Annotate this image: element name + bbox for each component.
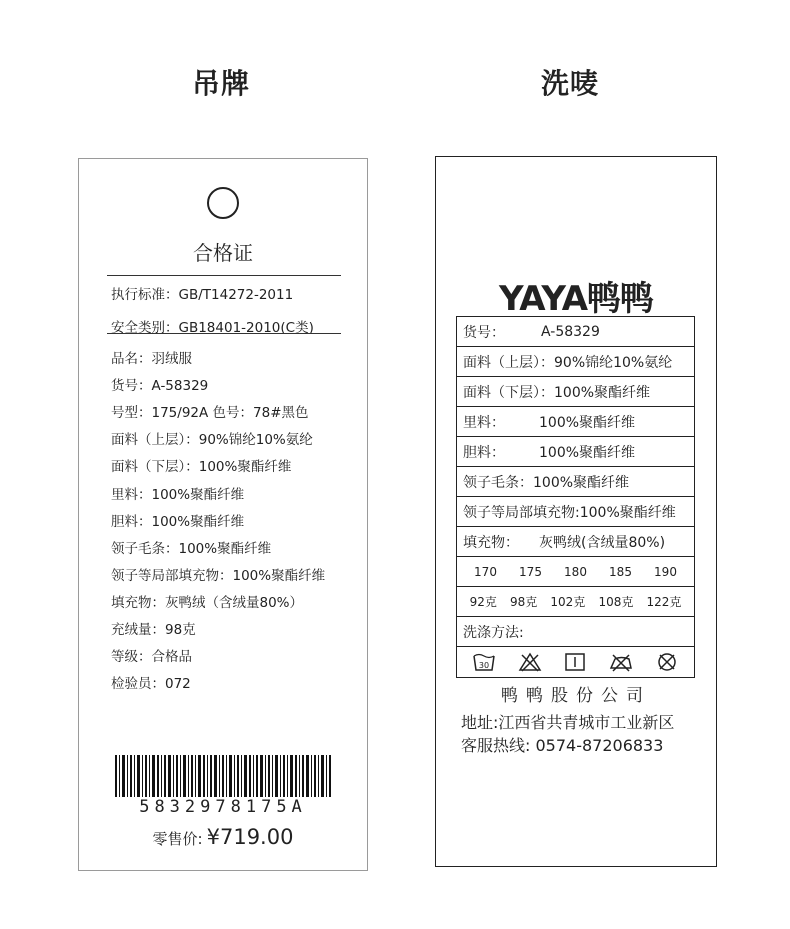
size-cell: 175: [519, 564, 542, 579]
weight-cell: 92克: [469, 595, 497, 609]
divider: [107, 333, 341, 334]
no-dryclean-icon: [655, 651, 679, 673]
row-value: 100%聚酯纤维: [579, 504, 676, 521]
weight-cell: 98克: [509, 595, 538, 609]
hangtag-section-title: 吊牌: [192, 67, 251, 100]
price-label: 零售价:: [152, 830, 203, 848]
care-method-label: 洗涤方法:: [463, 624, 524, 641]
no-iron-icon: [609, 651, 633, 673]
row-label: 领子等局部填充物:: [463, 504, 580, 521]
certificate-heading: 合格证: [193, 241, 253, 265]
size-cell: 190: [654, 564, 677, 579]
row-label: 领子毛条：: [463, 474, 533, 491]
divider: [107, 275, 341, 276]
table-row: [457, 317, 694, 347]
no-bleach-icon: [518, 651, 542, 673]
row-label: 面料（下层）：: [463, 384, 554, 401]
wash-30-icon: [472, 651, 496, 673]
care-icons-row: [457, 647, 694, 678]
info-row: 胆料：100%聚酯纤维: [111, 514, 245, 530]
weight-row: [457, 587, 694, 617]
hang-tag-card: [78, 158, 368, 871]
barcode-number: 5832978175A: [139, 797, 307, 817]
row-label: 货号：: [463, 324, 505, 341]
info-row: 面料（下层）：100%聚酯纤维: [111, 459, 292, 475]
size-cell: 185: [609, 564, 632, 579]
row-value: 100%聚酯纤维: [554, 384, 651, 401]
row-value: 100%聚酯纤维: [539, 414, 636, 431]
info-row: 检验员：072: [111, 676, 191, 692]
composition-table: [456, 316, 695, 678]
hotline-text: 客服热线: 0574-87206833: [461, 736, 664, 755]
safety-category-text: 安全类别：GB18401-2010(C类): [111, 320, 314, 336]
info-row: 面料（上层）：90%锦纶10%氨纶: [111, 432, 313, 448]
tumble-dry-flat-icon: [563, 651, 587, 673]
info-row: 等级：合格品: [111, 649, 192, 665]
table-row: [457, 497, 694, 527]
table-row: [457, 437, 694, 467]
info-row: 领子等局部填充物：100%聚酯纤维: [111, 568, 326, 584]
row-value: 100%聚酯纤维: [533, 474, 630, 491]
size-row: [457, 557, 694, 587]
table-row: [457, 377, 694, 407]
washlabel-section-title: 洗唛: [541, 67, 600, 100]
row-label: 里料：: [463, 414, 505, 431]
size-cell: 180: [564, 564, 587, 579]
info-row: 领子毛条：100%聚酯纤维: [111, 541, 272, 557]
table-row: [457, 347, 694, 377]
info-row: 货号：A-58329: [111, 378, 209, 394]
weight-cell: 122克: [646, 595, 682, 609]
retail-price: [79, 825, 367, 849]
info-row: 号型：175/92A 色号：78#黑色: [111, 405, 309, 421]
weight-cell: 108克: [598, 595, 634, 609]
row-value: 90%锦纶10%氨纶: [554, 354, 673, 371]
row-value: 灰鸭绒(含绒量80%): [539, 534, 666, 551]
company-name: 鸭鸭股份公司: [501, 686, 651, 706]
svg-text:30: 30: [478, 661, 489, 670]
hang-hole-icon: [207, 187, 239, 219]
row-label: 面料（上层）：: [463, 354, 554, 371]
info-row: 品名：羽绒服: [111, 351, 192, 367]
row-value: 100%聚酯纤维: [539, 444, 636, 461]
table-row: [457, 407, 694, 437]
barcode-image: [115, 755, 333, 797]
size-cell: 170: [474, 564, 497, 579]
brand-logo: YAYA鸭鸭: [498, 279, 654, 319]
info-row: 填充物：灰鸭绒（含绒量80%）: [111, 595, 304, 611]
row-label: 胆料：: [463, 444, 505, 461]
wash-label-card: [435, 156, 717, 867]
row-value: A-58329: [541, 323, 600, 340]
table-row: [457, 527, 694, 557]
standard-text: 执行标准：GB/T14272-2011: [111, 287, 294, 303]
address-text: 地址:江西省共青城市工业新区: [461, 713, 675, 732]
info-row: 充绒量：98克: [111, 622, 196, 638]
row-label: 填充物：: [463, 534, 519, 551]
weight-cell: 102克: [550, 595, 586, 609]
care-method-row: [457, 617, 694, 647]
table-row: [457, 467, 694, 497]
info-row: 里料：100%聚酯纤维: [111, 487, 245, 503]
price-value: ¥719.00: [206, 825, 294, 849]
